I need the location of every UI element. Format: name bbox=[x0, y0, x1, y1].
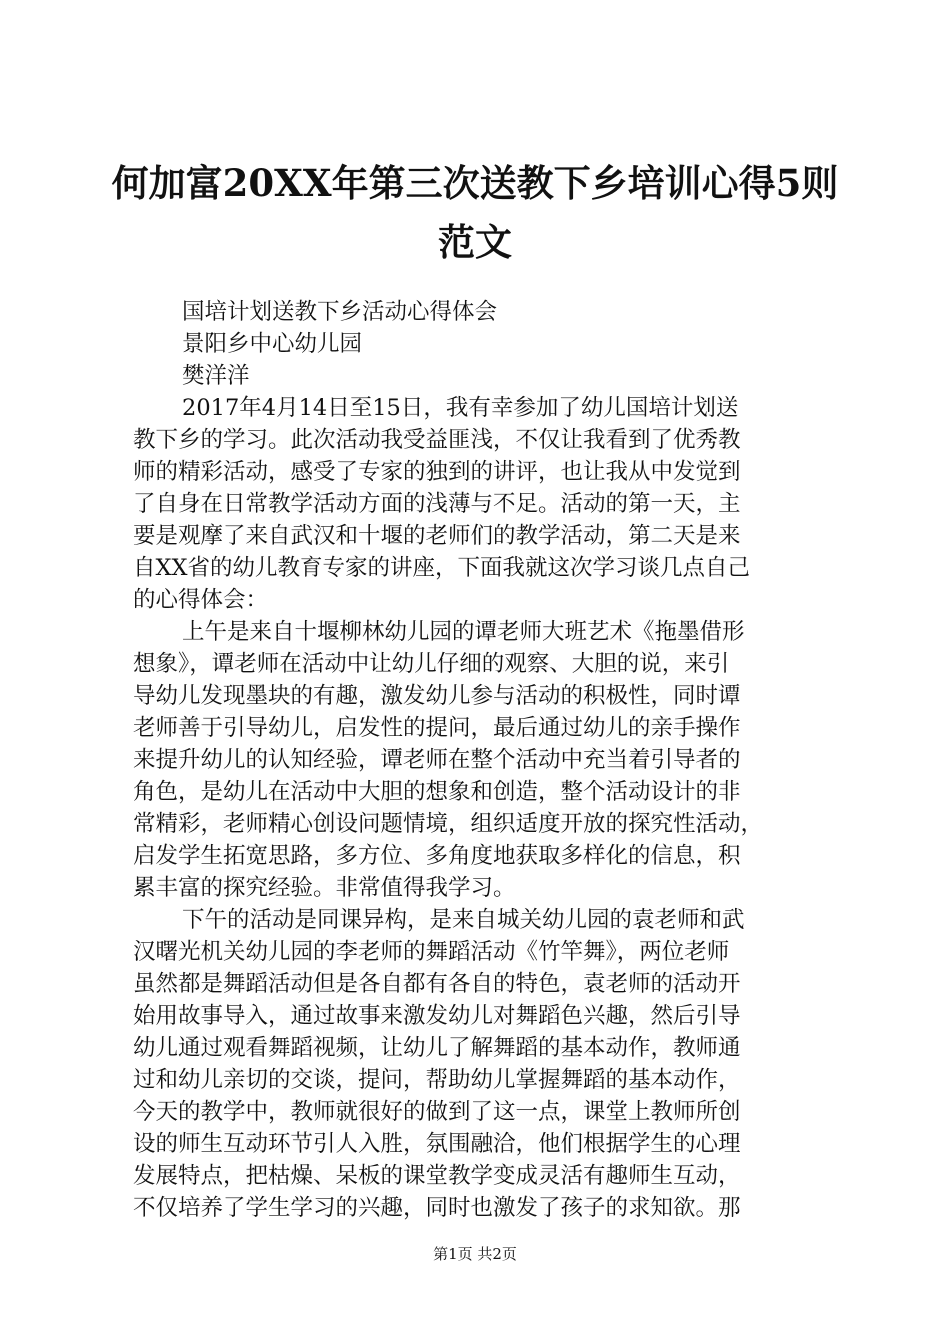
document-title-continued: 范文 bbox=[438, 220, 512, 264]
body-text-line: 今天的教学中，教师就很好的做到了这一点，课堂上教师所创 bbox=[133, 1099, 741, 1125]
body-text-line: 教下乡的学习。此次活动我受益匪浅，不仅让我看到了优秀教 bbox=[133, 427, 741, 453]
body-text-line: 过和幼儿亲切的交谈，提问，帮助幼儿掌握舞蹈的基本动作， bbox=[133, 1067, 741, 1093]
body-text-line: 虽然都是舞蹈活动但是各自都有各自的特色，袁老师的活动开 bbox=[133, 971, 741, 997]
body-text-line: 导幼儿发现墨块的有趣，激发幼儿参与活动的积极性，同时谭 bbox=[133, 683, 741, 709]
body-text-line: 上午是来自十堰柳林幼儿园的谭老师大班艺术《拖墨借形 bbox=[182, 619, 745, 645]
body-text-line: 的心得体会： bbox=[133, 587, 269, 613]
document-title: 何加富20XX年第三次送教下乡培训心得5则 bbox=[111, 161, 839, 205]
body-text-line: 幼儿通过观看舞蹈视频，让幼儿了解舞蹈的基本动作，教师通 bbox=[133, 1035, 741, 1061]
body-text-line: 不仅培养了学生学习的兴趣，同时也激发了孩子的求知欲。那 bbox=[133, 1195, 741, 1221]
body-text-line: 发展特点，把枯燥、呆板的课堂教学变成灵活有趣师生互动， bbox=[133, 1163, 741, 1189]
body-text-line: 累丰富的探究经验。非常值得我学习。 bbox=[133, 875, 516, 901]
body-text-line: 始用故事导入，通过故事来激发幼儿对舞蹈色兴趣，然后引导 bbox=[133, 1003, 741, 1029]
school-name-line: 景阳乡中心幼儿园 bbox=[182, 331, 363, 357]
body-text-line: 2017年4月14日至15日，我有幸参加了幼儿国培计划送 bbox=[182, 395, 739, 421]
body-text-line: 来提升幼儿的认知经验，谭老师在整个活动中充当着引导者的 bbox=[133, 747, 741, 773]
subtitle-line: 国培计划送教下乡活动心得体会 bbox=[182, 299, 498, 325]
author-line: 樊洋洋 bbox=[182, 363, 250, 389]
body-text-line: 师的精彩活动，感受了专家的独到的讲评，也让我从中发觉到 bbox=[133, 459, 741, 485]
body-text-line: 汉曙光机关幼儿园的李老师的舞蹈活动《竹竿舞》，两位老师 bbox=[133, 939, 730, 965]
body-text-line: 角色，是幼儿在活动中大胆的想象和创造，整个活动设计的非 bbox=[133, 779, 741, 805]
body-text-line: 想象》，谭老师在活动中让幼儿仔细的观察、大胆的说，来引 bbox=[133, 651, 730, 677]
body-text-line: 要是观摩了来自武汉和十堰的老师们的教学活动，第二天是来 bbox=[133, 523, 741, 549]
body-text-line: 老师善于引导幼儿，启发性的提问，最后通过幼儿的亲手操作 bbox=[133, 715, 741, 741]
body-text-line: 设的师生互动环节引人入胜，氛围融洽，他们根据学生的心理 bbox=[133, 1131, 741, 1157]
page-number-footer: 第1页 共2页 bbox=[433, 1245, 517, 1263]
body-text-line: 启发学生拓宽思路，多方位、多角度地获取多样化的信息，积 bbox=[133, 843, 741, 869]
body-text-line: 下午的活动是同课异构，是来自城关幼儿园的袁老师和武 bbox=[182, 907, 745, 933]
body-text-line: 了自身在日常教学活动方面的浅薄与不足。活动的第一天，主 bbox=[133, 491, 741, 517]
body-text-line: 自XX省的幼儿教育专家的讲座，下面我就这次学习谈几点自己 bbox=[133, 555, 751, 581]
body-text-line: 常精彩，老师精心创设问题情境，组织适度开放的探究性活动， bbox=[133, 811, 764, 837]
